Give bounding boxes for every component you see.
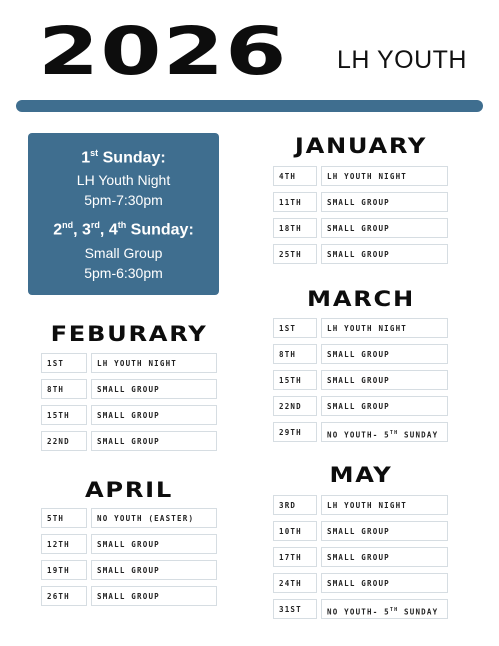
header-divider — [16, 100, 483, 112]
date-cell: 22ND — [273, 396, 317, 416]
event-cell: SMALL GROUP — [91, 379, 217, 399]
brand-title: LH YOUTH — [337, 46, 467, 74]
month-title-feburary: FEBURARY — [50, 322, 208, 346]
event-cell: NO YOUTH (EASTER) — [91, 508, 217, 528]
event-cell: SMALL GROUP — [91, 560, 217, 580]
date-cell: 8TH — [41, 379, 87, 399]
event-cell: SMALL GROUP — [91, 405, 217, 425]
date-cell: 19TH — [41, 560, 87, 580]
date-cell: 22ND — [41, 431, 87, 451]
date-cell: 3RD — [273, 495, 317, 515]
date-cell: 1ST — [273, 318, 317, 338]
date-cell: 29TH — [273, 422, 317, 442]
date-cell: 15TH — [41, 405, 87, 425]
event-cell: SMALL GROUP — [321, 521, 448, 541]
event-cell: SMALL GROUP — [321, 396, 448, 416]
event-cell: SMALL GROUP — [91, 534, 217, 554]
event-cell: SMALL GROUP — [321, 344, 448, 364]
info-line-5: Small Group — [84, 244, 163, 261]
event-cell: LH YOUTH NIGHT — [321, 495, 448, 515]
month-title-march: MARCH — [307, 287, 415, 311]
event-cell: LH YOUTH NIGHT — [321, 318, 448, 338]
date-cell: 26TH — [41, 586, 87, 606]
event-cell: SMALL GROUP — [321, 218, 448, 238]
event-cell: SMALL GROUP — [321, 192, 448, 212]
event-cell: SMALL GROUP — [321, 573, 448, 593]
info-line-4: 2nd, 3rd, 4th Sunday: — [53, 220, 194, 239]
month-title-april: APRIL — [84, 478, 173, 502]
date-cell: 4TH — [273, 166, 317, 186]
date-cell: 5TH — [41, 508, 87, 528]
info-line-3: 5pm-7:30pm — [84, 192, 163, 209]
event-cell: NO YOUTH- 5TH SUNDAY — [321, 422, 448, 442]
event-cell: SMALL GROUP — [91, 586, 217, 606]
info-line-1: 1st Sunday: — [81, 148, 166, 167]
schedule-info-box — [28, 133, 219, 295]
date-cell: 31ST — [273, 599, 317, 619]
info-line-2: LH Youth Night — [76, 172, 171, 189]
event-cell: LH YOUTH NIGHT — [91, 353, 217, 373]
month-title-may: MAY — [329, 463, 393, 487]
date-cell: 11TH — [273, 192, 317, 212]
event-cell: SMALL GROUP — [321, 244, 448, 264]
date-cell: 8TH — [273, 344, 317, 364]
date-cell: 24TH — [273, 573, 317, 593]
info-line-6: 5pm-6:30pm — [84, 264, 163, 281]
date-cell: 1ST — [41, 353, 87, 373]
event-cell: LH YOUTH NIGHT — [321, 166, 448, 186]
date-cell: 25TH — [273, 244, 317, 264]
date-cell: 17TH — [273, 547, 317, 567]
date-cell: 18TH — [273, 218, 317, 238]
date-cell: 10TH — [273, 521, 317, 541]
event-cell: SMALL GROUP — [321, 370, 448, 390]
date-cell: 15TH — [273, 370, 317, 390]
year-heading: 2026 — [38, 13, 288, 90]
event-cell: SMALL GROUP — [91, 431, 217, 451]
event-cell: NO YOUTH- 5TH SUNDAY — [321, 599, 448, 619]
month-title-january: JANUARY — [294, 134, 428, 158]
event-cell: SMALL GROUP — [321, 547, 448, 567]
date-cell: 12TH — [41, 534, 87, 554]
